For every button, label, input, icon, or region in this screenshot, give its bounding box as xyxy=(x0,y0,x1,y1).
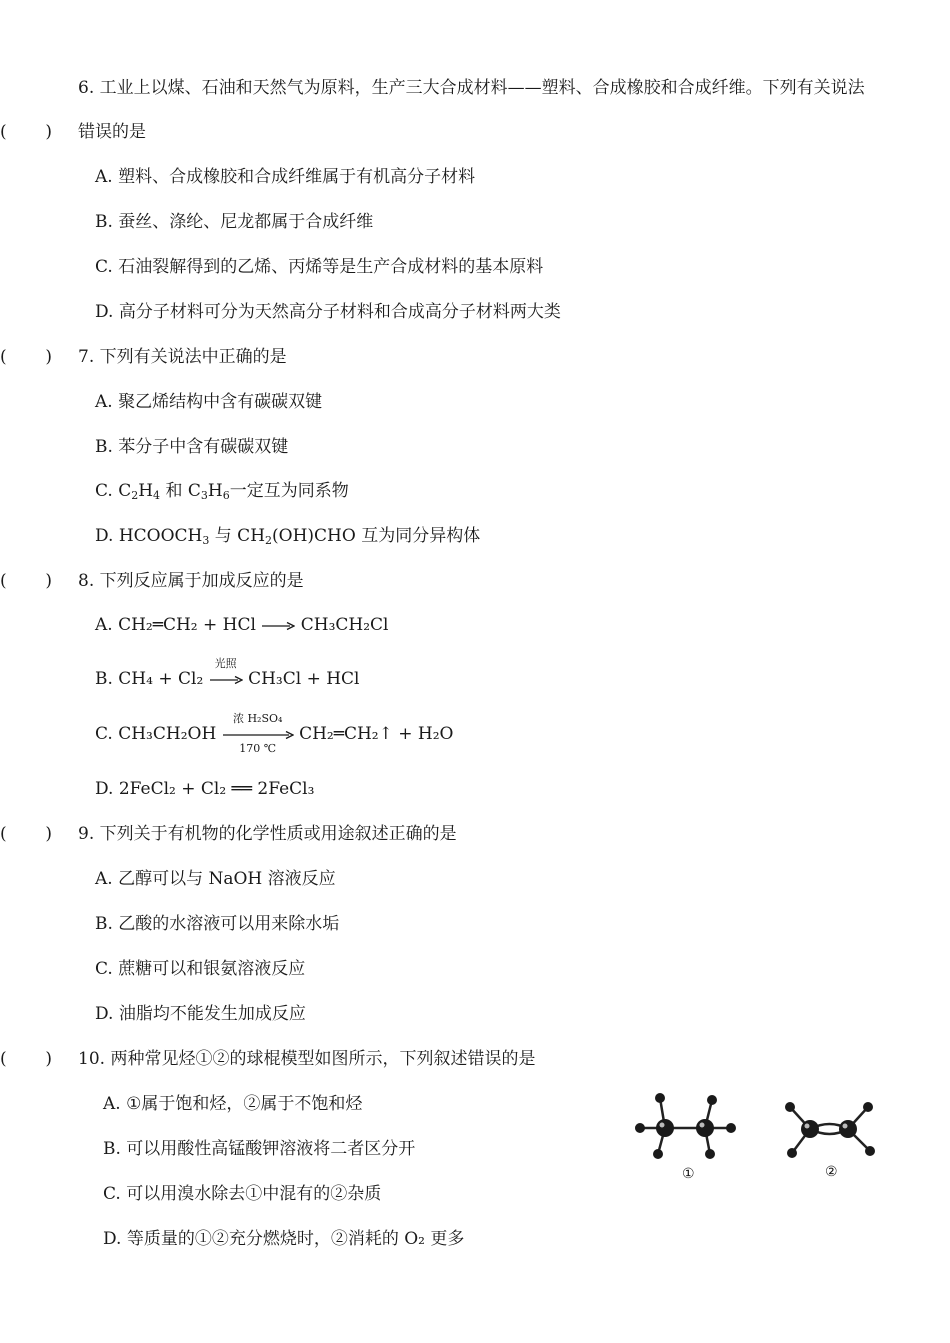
model-label-2: ② xyxy=(825,1164,838,1180)
q7c-sub: 3 xyxy=(200,489,208,502)
q9-option-b: B. 乙酸的水溶液可以用来除水垢 xyxy=(95,914,340,934)
paren-close: ) xyxy=(45,1049,52,1069)
q6-stem-line2: 错误的是 xyxy=(78,122,146,142)
q10-answer-paren[interactable] xyxy=(0,1046,52,1072)
q9-stem: 9. 下列关于有机物的化学性质或用途叙述正确的是 xyxy=(78,824,457,844)
q7d-text: (OH)CHO 互为同分异构体 xyxy=(272,526,481,546)
q7-answer-paren[interactable] xyxy=(0,344,52,370)
q9-option-d: D. 油脂均不能发生加成反应 xyxy=(95,1004,306,1024)
q8-stem: 8. 下列反应属于加成反应的是 xyxy=(78,571,304,591)
q6-option-d: D. 高分子材料可分为天然高分子材料和合成高分子材料两大类 xyxy=(95,302,561,322)
q6-option-a: A. 塑料、合成橡胶和合成纤维属于有机高分子材料 xyxy=(95,167,476,187)
paren-open: ( xyxy=(0,347,7,367)
q7c-sub: 6 xyxy=(222,489,230,502)
paren-open: ( xyxy=(0,571,7,591)
q10-option-c: C. 可以用溴水除去①中混有的②杂质 xyxy=(103,1184,382,1204)
paren-close: ) xyxy=(45,122,52,142)
paren-close: ) xyxy=(45,824,52,844)
model-label-1: ① xyxy=(682,1166,695,1182)
q10-option-a: A. ①属于饱和烃，②属于不饱和烃 xyxy=(103,1094,363,1114)
q8-option-c xyxy=(95,711,875,755)
q10-option-d: D. 等质量的①②充分燃烧时，②消耗的 O₂ 更多 xyxy=(103,1229,465,1249)
q6-option-c: C. 石油裂解得到的乙烯、丙烯等是生产合成材料的基本原料 xyxy=(95,257,544,277)
q8-option-b xyxy=(95,656,875,692)
q7c-text: 一定互为同系物 xyxy=(229,481,349,501)
reaction-arrow-icon xyxy=(222,711,294,755)
q7-stem: 7. 下列有关说法中正确的是 xyxy=(78,347,287,367)
q7c-text: C. C xyxy=(95,481,132,501)
ethylene-ball-stick-model xyxy=(778,1093,883,1165)
q8c-condition-bottom: 170 ℃ xyxy=(239,741,277,755)
paren-open: ( xyxy=(0,824,7,844)
q10-stem: 10. 两种常见烃①②的球棍模型如图所示，下列叙述错误的是 xyxy=(78,1049,536,1069)
q8b-left: B. CH₄ + Cl₂ xyxy=(95,669,204,689)
q6-stem-line1: 6. 工业上以煤、石油和天然气为原料，生产三大合成材料——塑料、合成橡胶和合成纤维。下列有关说法 xyxy=(78,78,865,98)
q8c-right: CH₂═CH₂↑ + H₂O xyxy=(299,724,454,744)
q8-option-a xyxy=(95,612,875,638)
q6-answer-paren[interactable] xyxy=(0,119,52,145)
reaction-arrow-icon xyxy=(209,656,243,685)
q8a-left: A. CH₂═CH₂ + HCl xyxy=(95,615,256,635)
q8c-condition-top: 浓 H₂SO₄ xyxy=(232,711,283,725)
q9-option-c: C. 蔗糖可以和银氨溶液反应 xyxy=(95,959,306,979)
q6-option-b: B. 蚕丝、涤纶、尼龙都属于合成纤维 xyxy=(95,212,374,232)
q9-answer-paren[interactable] xyxy=(0,821,52,847)
q7-option-a: A. 聚乙烯结构中含有碳碳双键 xyxy=(95,392,323,412)
q7c-sub: 4 xyxy=(153,489,161,502)
paren-open: ( xyxy=(0,122,7,142)
q7-option-c xyxy=(95,478,875,504)
paren-close: ) xyxy=(45,571,52,591)
q7-option-d xyxy=(95,523,875,549)
ethane-ball-stick-model xyxy=(630,1088,745,1168)
reaction-arrow-icon xyxy=(261,621,295,631)
q10-option-b: B. 可以用酸性高锰酸钾溶液将二者区分开 xyxy=(103,1139,416,1159)
q7d-sub: 3 xyxy=(202,534,210,547)
q8a-right: CH₃CH₂Cl xyxy=(300,615,389,635)
q7c-sub: 2 xyxy=(131,489,139,502)
paren-open: ( xyxy=(0,1049,7,1069)
q9-option-a: A. 乙醇可以与 NaOH 溶液反应 xyxy=(95,869,336,889)
q7c-text: H xyxy=(207,481,223,501)
q7c-text: 和 C xyxy=(160,481,201,501)
q8-option-d: D. 2FeCl₂ + Cl₂ ══ 2FeCl₃ xyxy=(95,779,315,799)
q7d-sub: 2 xyxy=(265,534,273,547)
q8c-left: C. CH₃CH₂OH xyxy=(95,724,217,744)
q7d-text: 与 CH xyxy=(209,526,266,546)
q7c-text: H xyxy=(138,481,154,501)
q7-option-b: B. 苯分子中含有碳碳双键 xyxy=(95,437,289,457)
q8b-right: CH₃Cl + HCl xyxy=(248,669,360,689)
q7d-text: D. HCOOCH xyxy=(95,526,203,546)
q8-answer-paren[interactable] xyxy=(0,568,52,594)
q8b-condition: 光照 xyxy=(214,656,237,670)
paren-close: ) xyxy=(45,347,52,367)
